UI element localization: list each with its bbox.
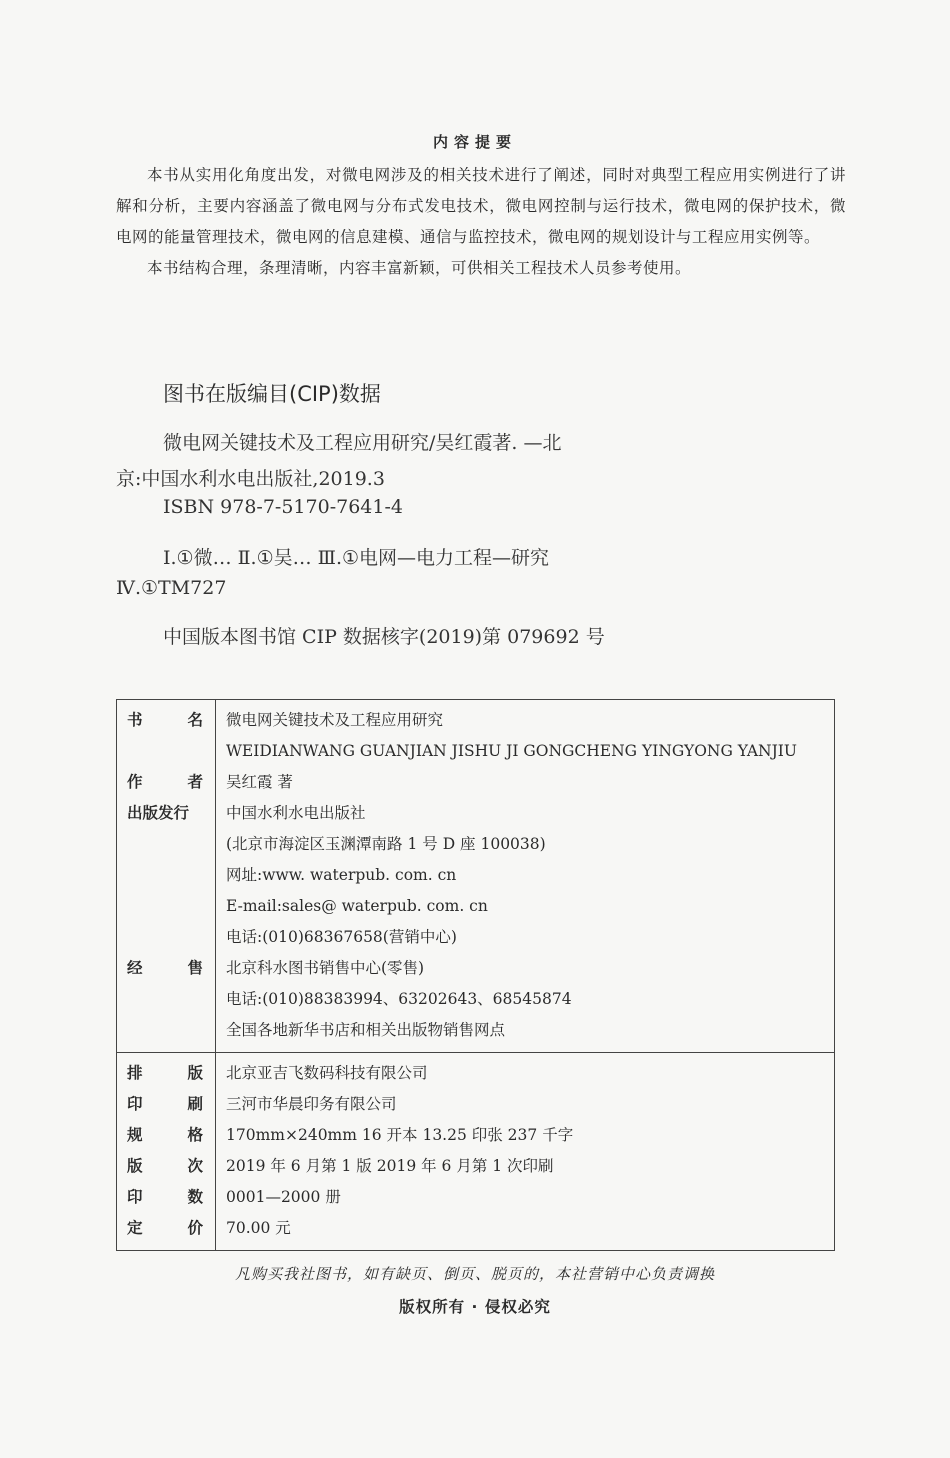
abstract-paragraph: 本书从实用化角度出发，对微电网涉及的相关技术进行了阐述，同时对典型工程应用实例进行了讲解和分析，主要内容涵盖了微电网与分布式发电技术，微电网控制与运行技术，微电网的保护技术，微电网的能量管理技术，微电网的信息建模、通信与监控技术，微电网的规划设计与工程应用实例等。 (116, 166, 846, 246)
print-run: 0001—2000 册 (226, 1188, 341, 1206)
distributor-network: 全国各地新华书店和相关出版物销售网点 (226, 1021, 506, 1039)
typesetter: 北京亚吉飞数码科技有限公司 (226, 1064, 428, 1082)
cip-isbn: ISBN 978-7-5170-7641-4 (163, 496, 403, 518)
author: 吴红霞 著 (226, 773, 293, 791)
distributor: 北京科水图书销售中心(零售) (226, 959, 425, 977)
info-section-publication (117, 700, 835, 1053)
specification: 170mm×240mm 16 开本 13.25 印张 237 千字 (226, 1126, 574, 1144)
label-book-name: 书 名 (127, 711, 203, 729)
label-typesetting: 排 版 (127, 1064, 203, 1082)
printer: 三河市华晨印务有限公司 (226, 1095, 397, 1113)
cip-title-line: 微电网关键技术及工程应用研究/吴红霞著. —北 (163, 432, 562, 454)
info-section-production (117, 1053, 835, 1251)
abstract-title: 内容提要 (432, 133, 517, 151)
book-name: 微电网关键技术及工程应用研究 (226, 711, 444, 729)
publisher: 中国水利水电出版社 (226, 804, 366, 822)
label-distributor: 经 售 (127, 959, 203, 977)
cip-publisher-line: 京:中国水利水电出版社,2019.3 (116, 468, 385, 490)
label-print-run: 印 数 (127, 1188, 203, 1206)
label-author: 作 者 (127, 773, 203, 791)
publisher-website: 网址:www. waterpub. com. cn (226, 866, 457, 884)
label-publisher: 出版发行 (127, 804, 190, 822)
cip-classification: Ⅰ.①微… Ⅱ.①吴… Ⅲ.①电网—电力工程—研究 (163, 547, 550, 569)
publisher-email: E-mail:sales@ waterpub. com. cn (226, 897, 488, 915)
info-labels (117, 1053, 216, 1251)
info-values (216, 1053, 835, 1251)
abstract-paragraph: 本书结构合理，条理清晰，内容丰富新颖，可供相关工程技术人员参考使用。 (147, 259, 692, 277)
cip-classification-number: Ⅳ.①TM727 (116, 577, 227, 599)
distributor-phone: 电话:(010)88383994、63202643、68545874 (226, 990, 572, 1008)
book-name-pinyin: WEIDIANWANG GUANJIAN JISHU JI GONGCHENG YINGYONG YANJIU (226, 742, 797, 760)
price: 70.00 元 (226, 1219, 291, 1237)
cip-verification: 中国版本图书馆 CIP 数据核字(2019)第 079692 号 (163, 626, 605, 648)
edition: 2019 年 6 月第 1 版 2019 年 6 月第 1 次印刷 (226, 1157, 554, 1175)
info-labels (117, 700, 216, 1053)
copyright-info-table (116, 699, 835, 1251)
label-price: 定 价 (127, 1219, 203, 1237)
publisher-address: (北京市海淀区玉渊潭南路 1 号 D 座 100038) (226, 835, 546, 853)
publisher-phone: 电话:(010)68367658(营销中心) (226, 928, 457, 946)
footer-note: 凡购买我社图书，如有缺页、倒页、脱页的，本社营销中心负责调换 (234, 1265, 715, 1283)
abstract-body (116, 160, 846, 284)
label-edition: 版 次 (127, 1157, 203, 1175)
footer-rights: 版权所有 · 侵权必究 (399, 1298, 551, 1316)
cip-heading: 图书在版编目(CIP)数据 (163, 382, 381, 406)
info-values (216, 700, 835, 1053)
label-printing: 印 刷 (127, 1095, 203, 1113)
label-specification: 规 格 (127, 1126, 203, 1144)
